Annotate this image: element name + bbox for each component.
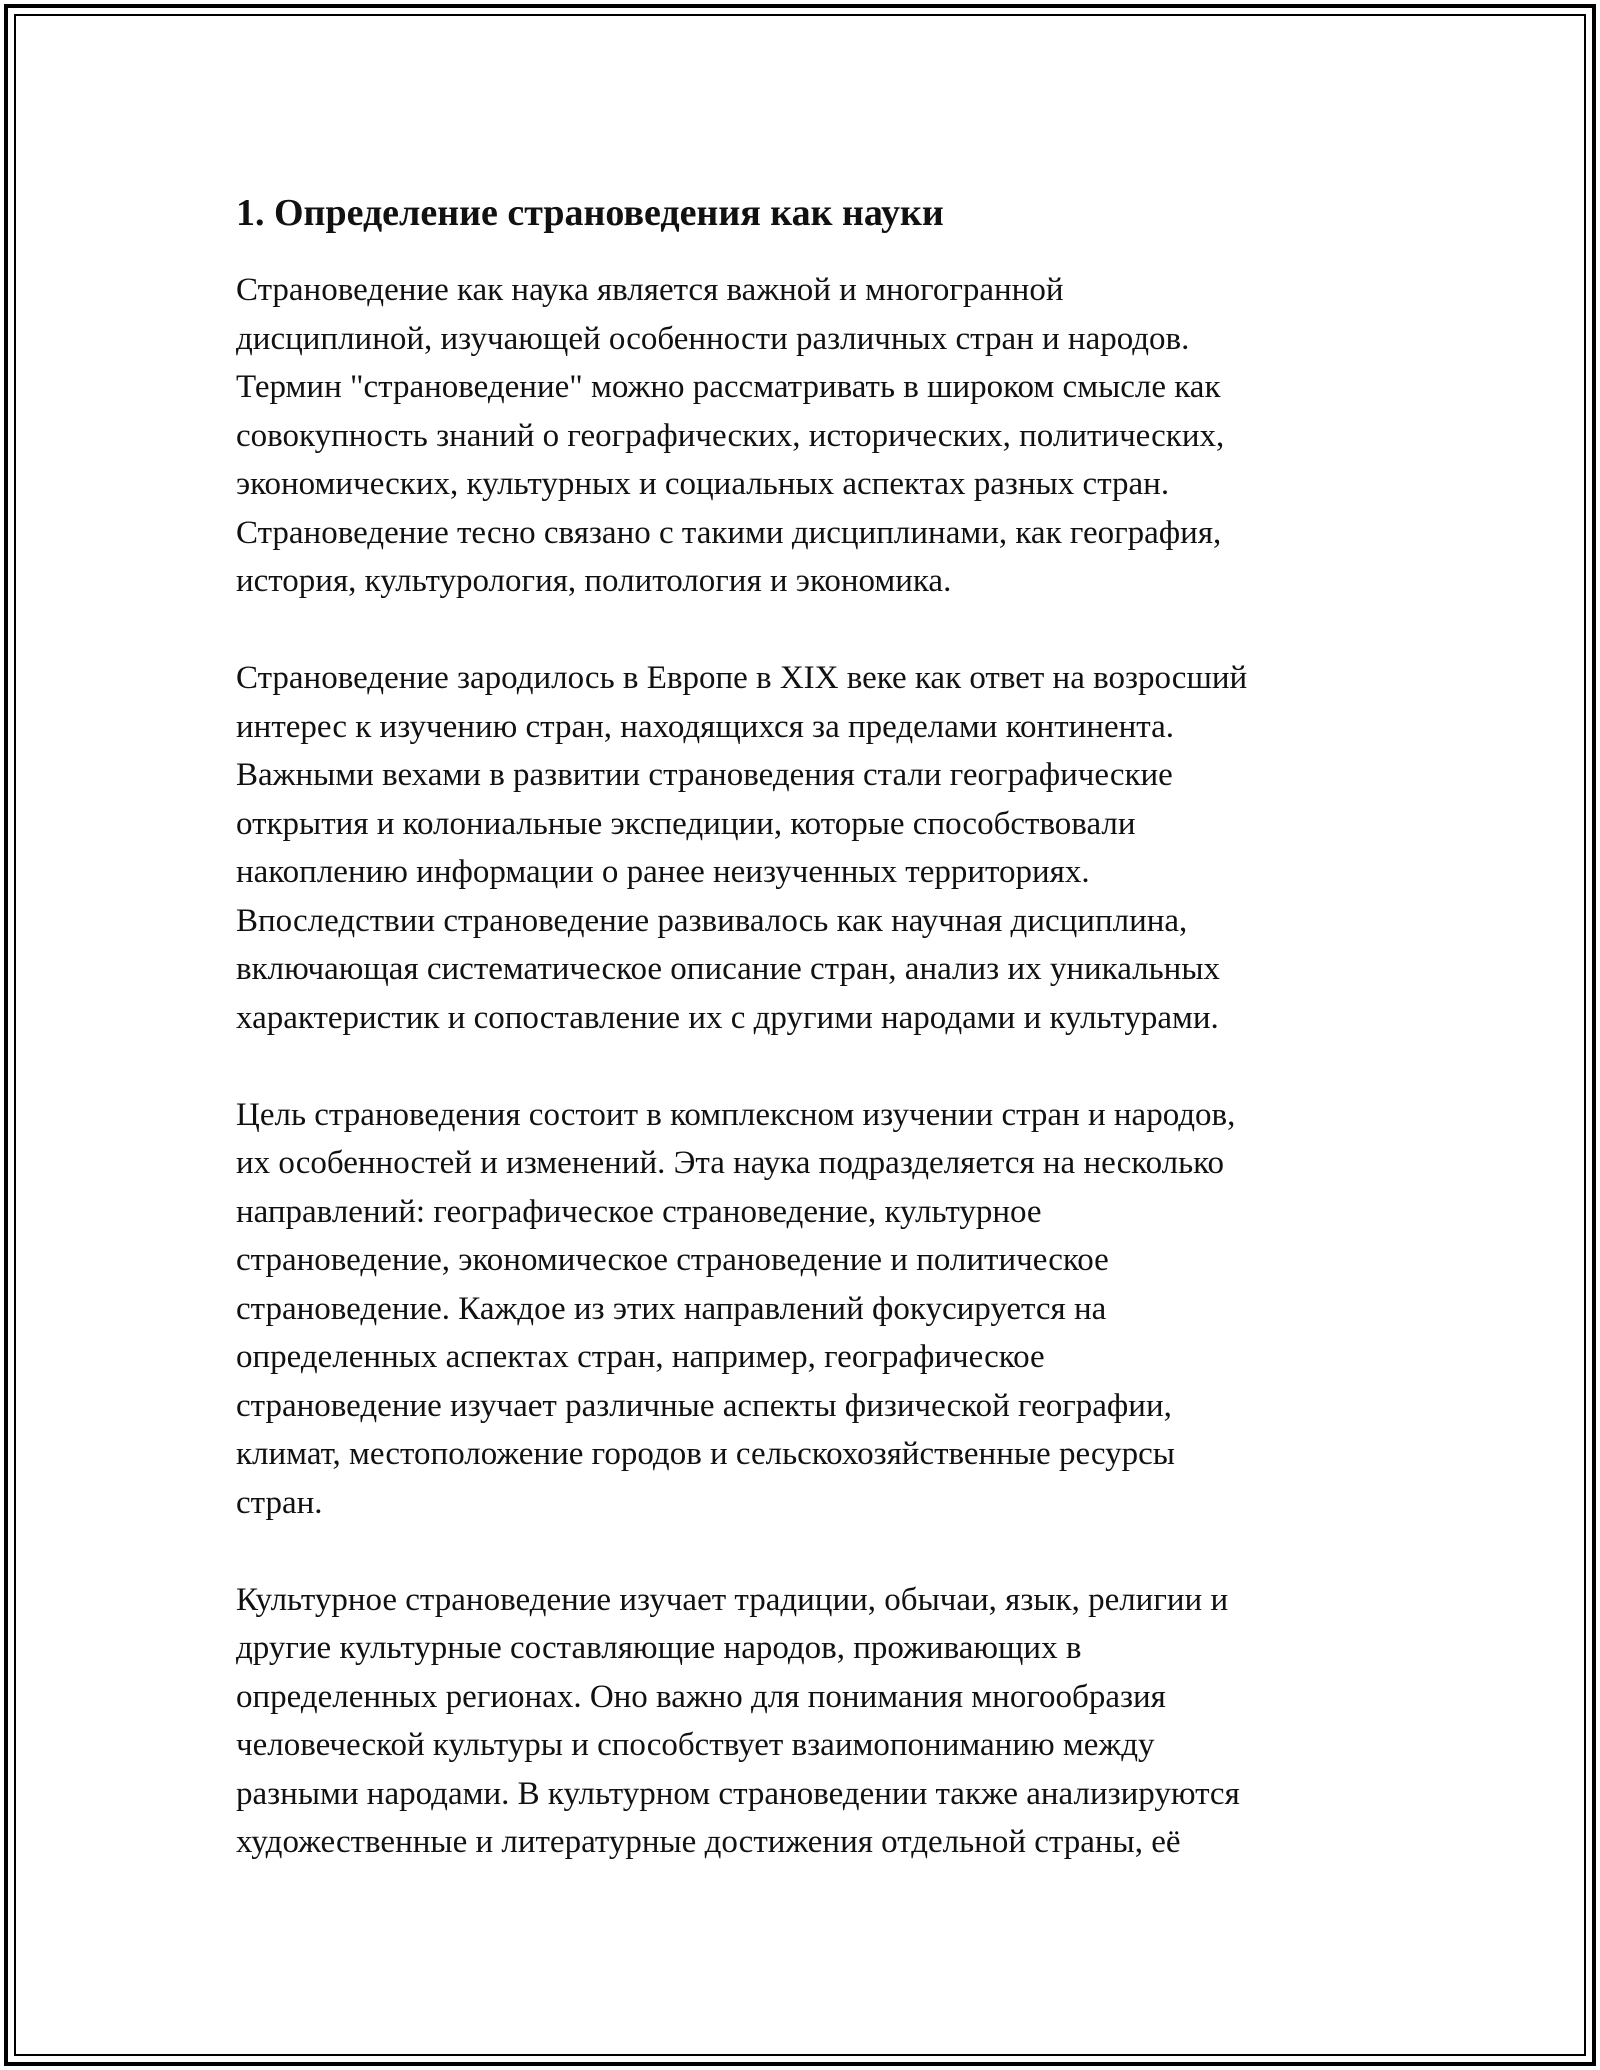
section-heading: 1. Определение страноведения как науки: [236, 192, 944, 234]
paragraph-definition: Страноведение как наука является важной и многогранной дисциплиной, изучающей особенности различных стран и народов. Термин "страноведение" можно рассматривать в широком смысле как совокупность знаний о географических, исторических, политических, экономических, культурных и социальных аспектах разных стран. Страноведение тесно связано с такими дисциплинами, как география, история, культурология, политология и экономика.: [236, 272, 1225, 599]
paragraph-goals: Цель страноведения состоит в комплексном изучении стран и народов, их особенностей и изменений. Эта наука подразделяется на несколько направлений: географическое страноведение, культурное страноведение, экономическое страноведение и политическое страноведение. Каждое из этих направлений фокусируется на определенных аспектах стран, например, географическое страноведение изучает различные аспекты физической географии, климат, местоположение городов и сельскохозяйственные ресурсы стран.: [236, 1096, 1236, 1521]
paragraph-cultural: Культурное страноведение изучает традиции, обычаи, язык, религии и другие культурные составляющие народов, проживающих в определенных регионах. Оно важно для понимания многообразия человеческой культуры и способствует взаимопониманию между разными народами. В культурном страноведении также анализируются художественные и литературные достижения отдельной страны, её: [236, 1581, 1240, 1860]
document-body: [236, 188, 1386, 1915]
paragraph-history: Страноведение зародилось в Европе в XIX веке как ответ на возросший интерес к изучению стран, находящихся за пределами континента. Важными вехами в развитии страноведения стали географические открытия и колониальные экспедиции, которые способствовали накоплению информации о ранее неизученных территориях. Впоследствии страноведение развивалось как научная дисциплина, включающая систематическое описание стран, анализ их уникальных характеристик и сопоставление их с другими народами и культурами.: [236, 660, 1248, 1036]
